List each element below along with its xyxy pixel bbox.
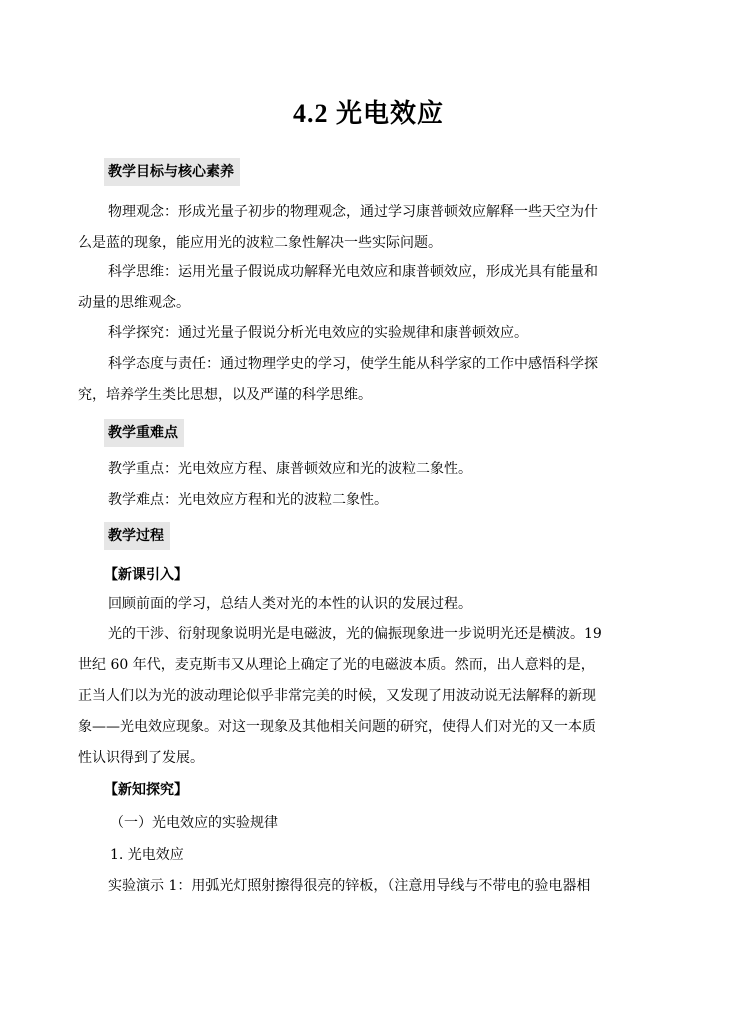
paragraph-line: 教学重点：光电效应方程、康普顿效应和光的波粒二象性。 — [108, 461, 472, 477]
paragraph-line: 物理观念：形成光量子初步的物理观念，通过学习康普顿效应解释一些天空为什 — [108, 204, 598, 220]
subsection-title: （一）光电效应的实验规律 — [110, 815, 278, 831]
paragraph-line: 科学探究：通过光量子假说分析光电效应的实验规律和康普顿效应。 — [108, 325, 528, 341]
paragraph-line: 教学难点：光电效应方程和光的波粒二象性。 — [108, 492, 388, 508]
section-heading-goals: 教学目标与核心素养 — [104, 158, 240, 186]
paragraph-line: 光的干涉、衍射现象说明光是电磁波，光的偏振现象进一步说明光还是横波。19 — [108, 626, 602, 642]
section-heading-process: 教学过程 — [104, 522, 170, 550]
paragraph-line: 科学思维：运用光量子假说成功解释光电效应和康普顿效应，形成光具有能量和 — [108, 264, 598, 280]
paragraph-line: 动量的思维观念。 — [78, 295, 190, 311]
paragraph-line: 究，培养学生类比思想，以及严谨的科学思维。 — [78, 387, 372, 403]
paragraph-line: 正当人们以为光的波动理论似乎非常完美的时候，又发现了用波动说无法解释的新现 — [78, 688, 596, 704]
paragraph-line: 世纪 60 年代，麦克斯韦又从理论上确定了光的电磁波本质。然而，出人意料的是， — [78, 657, 595, 673]
subsection-marker-new: 【新知探究】 — [104, 782, 188, 798]
subsection-title: 1. 光电效应 — [110, 847, 184, 863]
paragraph-line: 实验演示 1：用弧光灯照射擦得很亮的锌板，（注意用导线与不带电的验电器相 — [108, 878, 591, 894]
paragraph-line: 回顾前面的学习，总结人类对光的本性的认识的发展过程。 — [108, 596, 472, 612]
paragraph-line: 么是蓝的现象，能应用光的波粒二象性解决一些实际问题。 — [78, 235, 442, 251]
paragraph-line: 科学态度与责任：通过物理学史的学习，使学生能从科学家的工作中感悟科学探 — [108, 356, 598, 372]
paragraph-line: 象——光电效应现象。对这一现象及其他相关问题的研究，使得人们对光的又一本质 — [78, 719, 596, 735]
section-heading-keypoints: 教学重难点 — [104, 419, 184, 447]
subsection-marker-intro: 【新课引入】 — [104, 567, 188, 583]
document-title: 4.2 光电效应 — [292, 99, 444, 128]
paragraph-line: 性认识得到了发展。 — [78, 750, 204, 766]
